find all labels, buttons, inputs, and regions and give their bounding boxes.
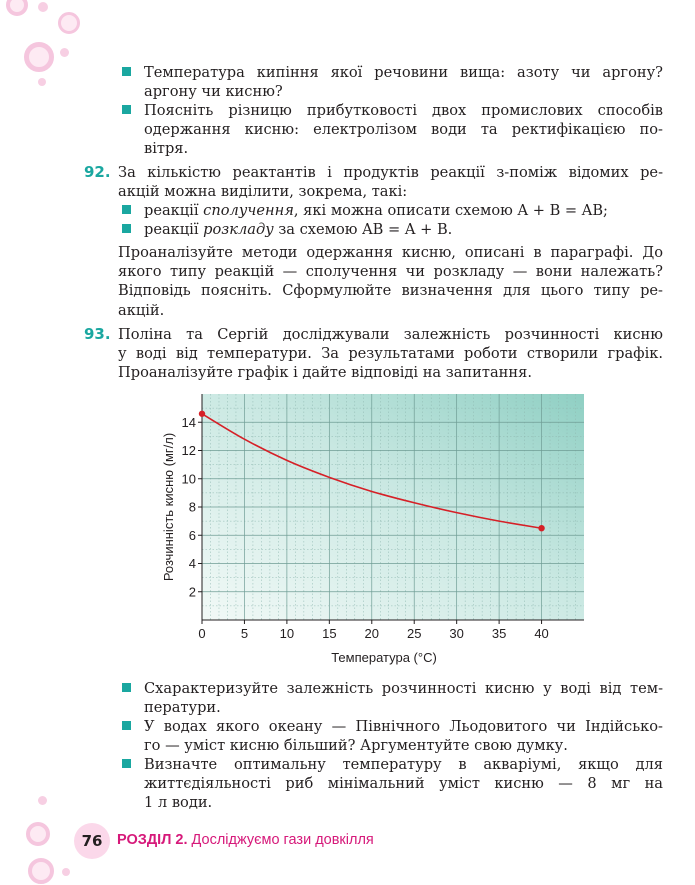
text-line: якого типу реакцій — сполучення чи розкладу — вони належать? bbox=[118, 263, 663, 281]
text-line: Поліна та Сергій досліджували залежність розчинності кисню bbox=[118, 326, 663, 343]
text-run: реакції bbox=[144, 202, 204, 219]
text-line: одержання кисню: електролізом води та ректифікацією по- bbox=[144, 121, 663, 139]
decor-circle bbox=[38, 2, 48, 12]
x-tick-label: 30 bbox=[449, 626, 464, 641]
x-tick-label: 40 bbox=[534, 626, 549, 641]
text-line: Температура кипіння якої речовини вища: азоту чи аргону? bbox=[144, 64, 663, 81]
x-tick-labels bbox=[198, 620, 548, 641]
text-line: Проаналізуйте графік і дайте відповіді на запитання. bbox=[118, 364, 532, 382]
y-tick-label: 12 bbox=[181, 443, 196, 458]
text-run: , які можна описати схемою A + B = AB; bbox=[293, 202, 608, 219]
text-line: 1 л води. bbox=[144, 794, 213, 812]
x-tick-label: 20 bbox=[364, 626, 380, 641]
bullet-text bbox=[144, 679, 663, 717]
bullet-text bbox=[144, 63, 663, 101]
decor-circle bbox=[28, 858, 54, 884]
y-tick-label: 14 bbox=[181, 414, 196, 430]
x-axis-label: Температура (°C) bbox=[331, 650, 437, 665]
y-tick-label: 6 bbox=[188, 527, 196, 543]
x-tick-label: 0 bbox=[198, 626, 206, 641]
decor-circle bbox=[26, 822, 50, 846]
y-tick-labels bbox=[182, 415, 202, 600]
text-line: аргону чи кисню? bbox=[144, 83, 283, 101]
y-axis-label: Розчинність кисню (мг/л) bbox=[161, 432, 176, 582]
square-bullet-icon bbox=[122, 224, 131, 233]
section-title bbox=[117, 832, 374, 848]
bullet-text bbox=[144, 755, 663, 813]
decor-circle bbox=[38, 796, 47, 805]
decor-circle bbox=[24, 42, 54, 72]
text-run: реакції bbox=[144, 221, 204, 238]
text-line: акцій. bbox=[118, 301, 165, 319]
text-line: Відповідь поясніть. Сформулюйте визначення для цього типу ре- bbox=[118, 282, 663, 300]
y-tick-label: 10 bbox=[181, 471, 196, 487]
section-label: РОЗДІЛ 2. bbox=[117, 832, 188, 848]
square-bullet-icon bbox=[122, 721, 131, 730]
task-92-statement bbox=[118, 163, 663, 201]
text-line: У водах якого океану — Північного Льодовитого чи Індійсько- bbox=[144, 718, 663, 735]
square-bullet-icon bbox=[122, 105, 131, 114]
emphasis-text: сполучення bbox=[203, 202, 294, 219]
emphasis-text: розкладу bbox=[203, 221, 274, 238]
task-92-question bbox=[118, 243, 663, 320]
x-tick-label: 10 bbox=[279, 626, 295, 641]
text-run: за схемою AB = A + B. bbox=[273, 221, 453, 238]
task-93-statement bbox=[118, 325, 663, 383]
x-tick-label: 5 bbox=[240, 626, 249, 641]
section-name: Досліджуємо гази довкілля bbox=[191, 832, 374, 848]
text-line: Поясніть різницю прибутковості двох промислових способів bbox=[144, 102, 663, 119]
x-tick-label: 15 bbox=[322, 626, 337, 641]
y-tick-label: 2 bbox=[188, 584, 196, 600]
decor-circle bbox=[6, 0, 28, 16]
text-line: го — уміст кисню більший? Аргументуйте свою думку. bbox=[144, 737, 568, 755]
x-tick-label: 35 bbox=[491, 626, 507, 641]
bullet-text bbox=[144, 220, 663, 239]
y-tick-label: 4 bbox=[188, 556, 196, 571]
text-line: акцій можна виділити, зокрема, такі: bbox=[118, 183, 408, 201]
decor-circle bbox=[58, 12, 80, 34]
task-number-92: 92. bbox=[84, 163, 111, 181]
page-number: 76 bbox=[81, 832, 103, 850]
text-line: ператури. bbox=[144, 699, 221, 717]
text-line: Проаналізуйте методи одержання кисню, описані в параграфі. До bbox=[118, 244, 663, 261]
text-line: За кількістю реактантів і продуктів реакції з-поміж відомих ре- bbox=[118, 164, 663, 181]
bullet-text bbox=[144, 101, 663, 159]
text-line: життєдіяльності риб мінімальний уміст кисню — 8 мг на bbox=[144, 775, 663, 793]
solubility-chart bbox=[158, 392, 598, 672]
square-bullet-icon bbox=[122, 683, 131, 692]
decor-circle bbox=[38, 78, 46, 86]
text-line: Визначте оптимальну температуру в акваріумі, якщо для bbox=[144, 756, 663, 773]
square-bullet-icon bbox=[122, 205, 131, 214]
text-line: у воді від температури. За результатами роботи створили графік. bbox=[118, 345, 663, 363]
task-number-93: 93. bbox=[84, 325, 111, 343]
square-bullet-icon bbox=[122, 67, 131, 76]
data-point bbox=[538, 525, 544, 531]
bullet-text bbox=[144, 201, 663, 220]
square-bullet-icon bbox=[122, 759, 131, 768]
y-tick-label: 8 bbox=[188, 499, 196, 515]
decor-circle bbox=[62, 868, 70, 876]
decor-circle bbox=[60, 48, 69, 57]
bullet-text bbox=[144, 717, 663, 755]
text-line: Схарактеризуйте залежність розчинності кисню у воді від тем- bbox=[144, 680, 663, 697]
data-point bbox=[199, 411, 205, 417]
text-line: вітря. bbox=[144, 140, 189, 158]
x-tick-label: 25 bbox=[406, 626, 422, 641]
